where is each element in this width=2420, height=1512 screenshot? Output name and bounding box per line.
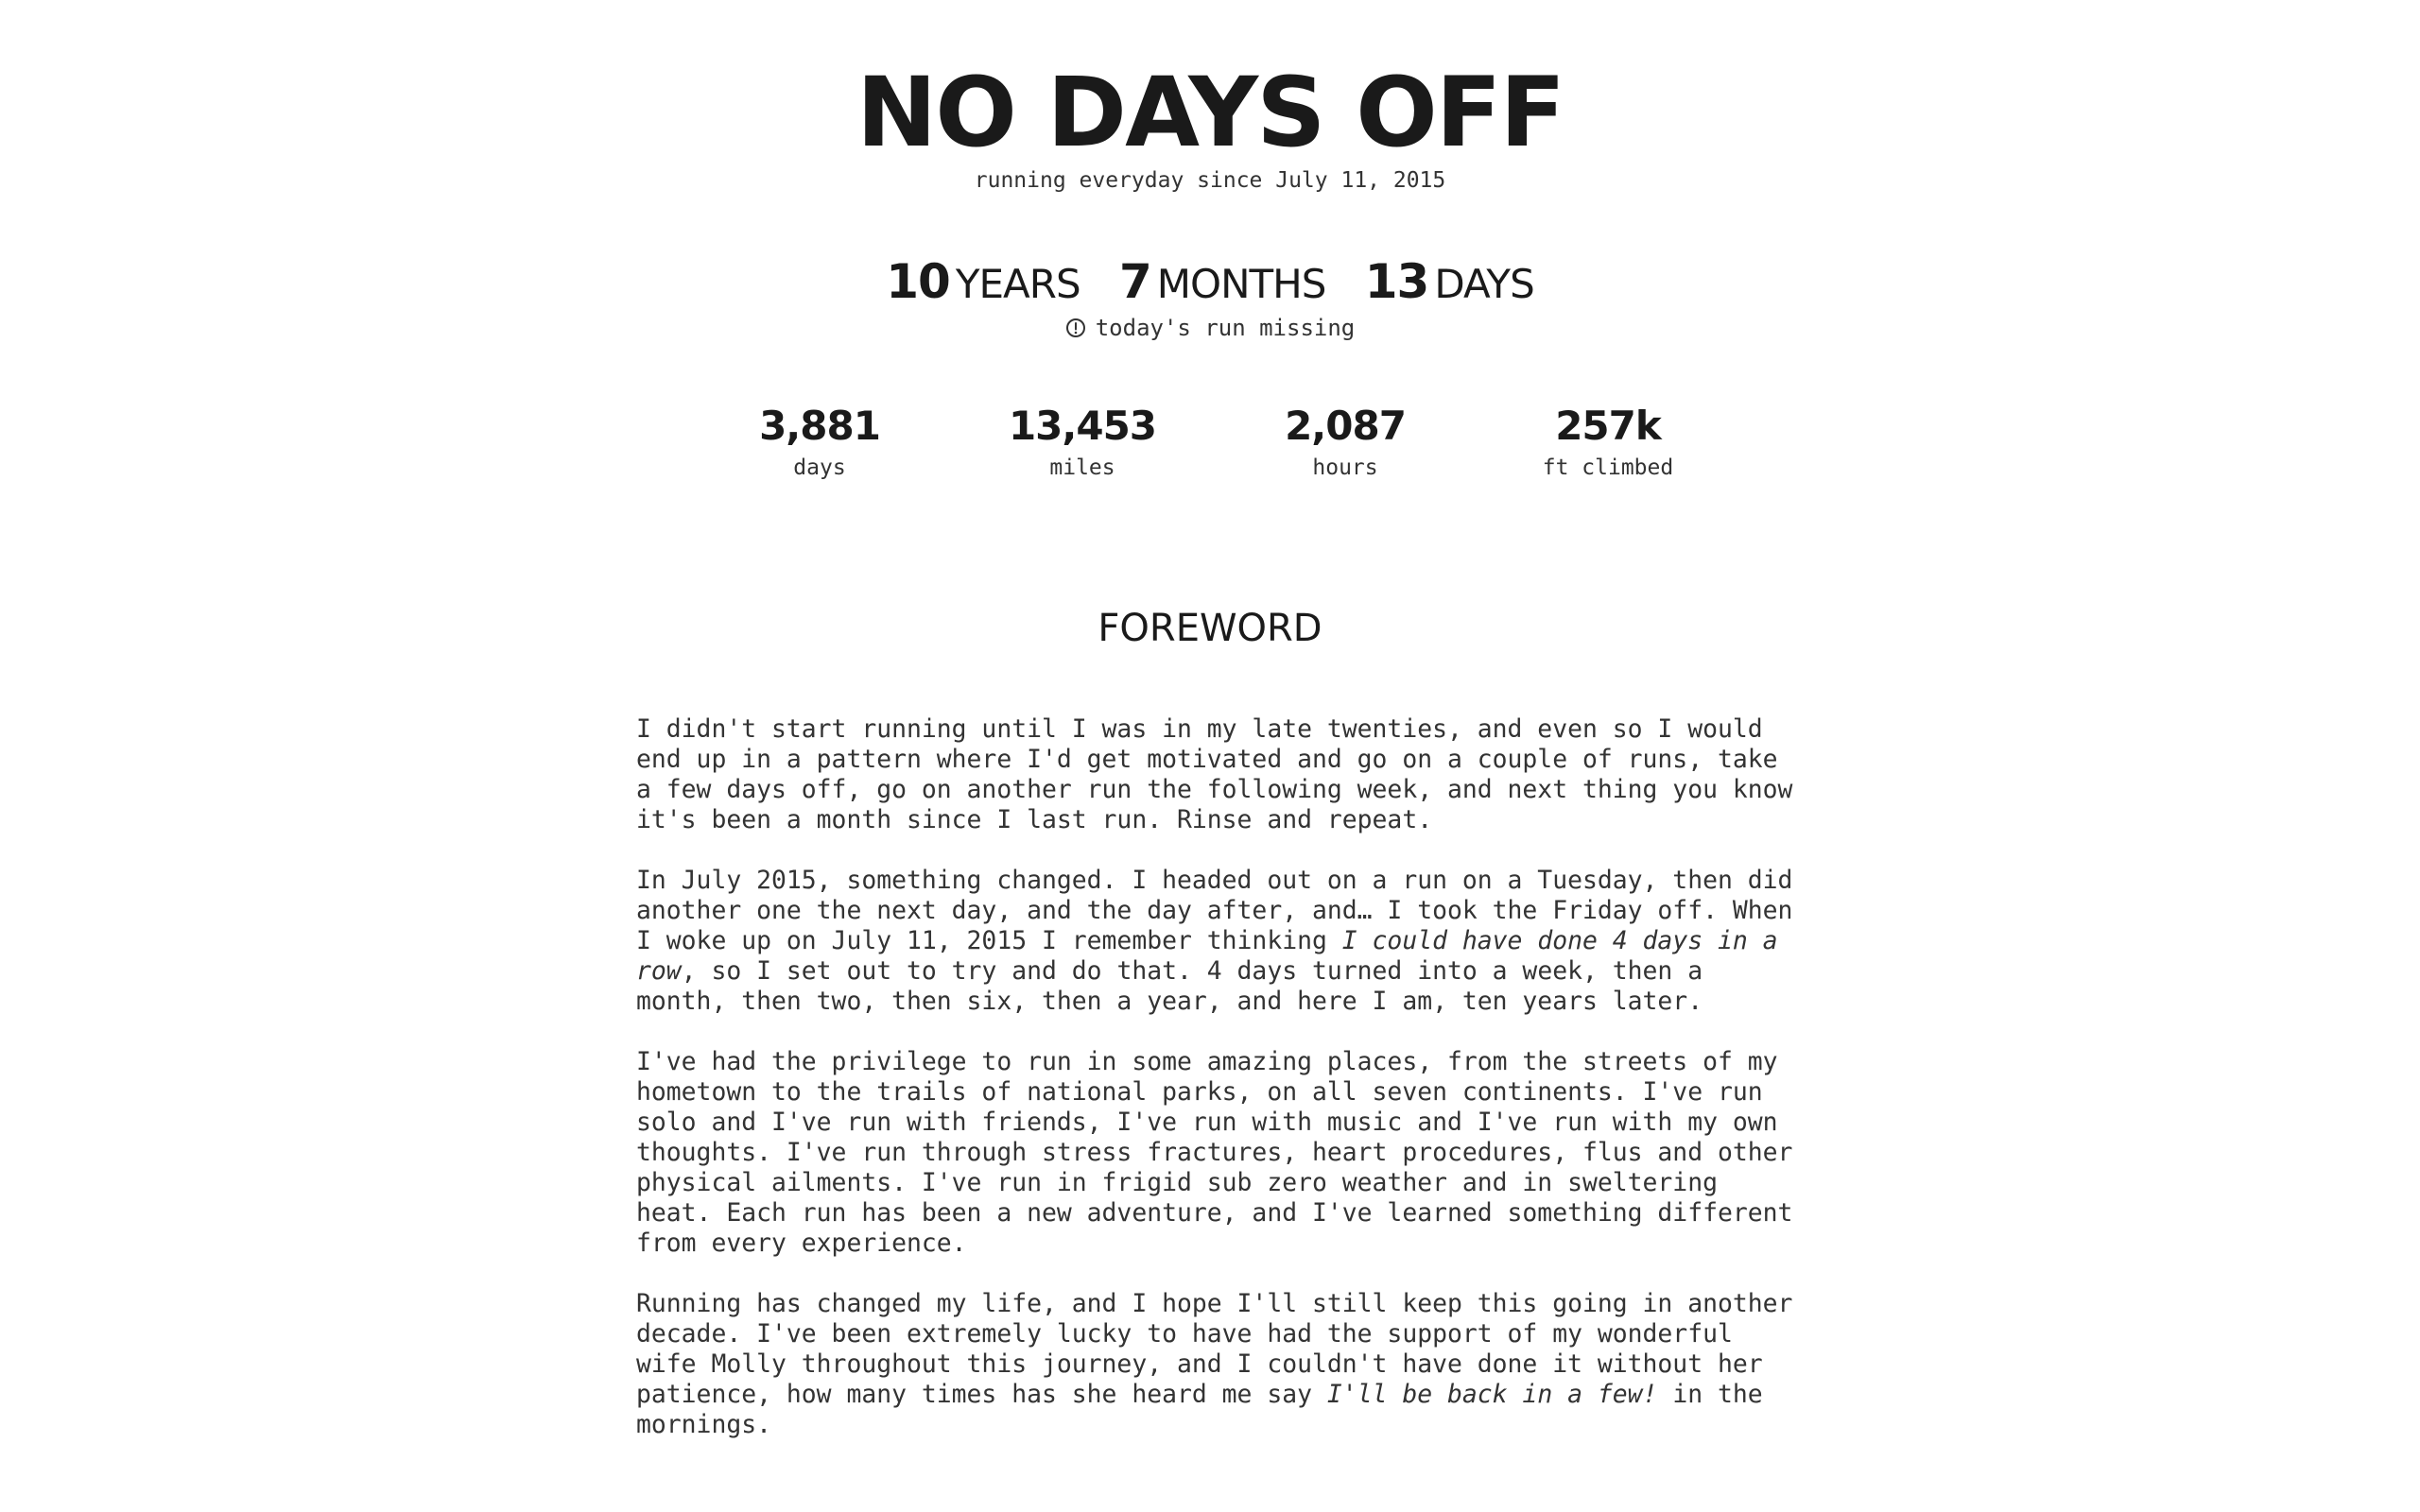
site-subtitle: running everyday since July 11, 2015 [974, 168, 1446, 193]
stat-hours-label: hours [1312, 455, 1378, 480]
stat-hours-value: 2,087 [1285, 403, 1406, 449]
stat-ft-climbed-value: 257k [1555, 403, 1661, 449]
stat-hours [1232, 401, 1459, 482]
foreword-heading: FOREWORD [1098, 607, 1322, 650]
site-title: NO DAYS OFF [856, 57, 1564, 169]
foreword-paragraph-4 [636, 1289, 1799, 1440]
stat-miles [969, 401, 1196, 482]
streak-days-unit: DAYS [1434, 261, 1534, 307]
stat-ft-climbed [1495, 401, 1721, 482]
foreword-paragraph-4-text-end: in the mornings. [636, 1380, 1763, 1439]
foreword-paragraph-2-emphasis: I could have done 4 days in a row [636, 926, 1778, 986]
run-status-text: today's run missing [1095, 315, 1356, 341]
streak-years [886, 253, 1080, 313]
stat-days-value: 3,881 [759, 403, 880, 449]
stat-miles-value: 13,453 [1008, 403, 1157, 449]
stat-days-label: days [793, 455, 846, 480]
streak-months-value: 7 [1118, 254, 1151, 309]
stat-ft-climbed-label: ft climbed [1542, 455, 1674, 480]
stat-miles-label: miles [1049, 455, 1115, 480]
streak-months-unit: MONTHS [1156, 261, 1326, 307]
streak-years-value: 10 [886, 254, 950, 309]
foreword-paragraph-1: I didn't start running until I was in my late twenties, and even so I would end up in a pattern where I'd get motivated and go on a couple of runs, take a few days off, go on another run the following week, and next thing you know it's been a month since I last run. Rinse and repeat. [636, 714, 1793, 834]
foreword-paragraph-4-text: Running has changed my life, and I hope I'll still keep this going in another decade. I've been extremely lucky to have had the support of my wonderful wife Molly throughout this journey, and I couldn't have done it without her patience, how many times has she heard me say [636, 1289, 1793, 1409]
streak-years-unit: YEARS [955, 261, 1080, 307]
stats-row [0, 401, 2420, 495]
streak-duration [0, 253, 2420, 313]
foreword-body [636, 714, 1799, 1470]
foreword-paragraph-2 [636, 866, 1799, 1017]
run-status [0, 314, 2420, 342]
foreword-paragraph-3: I've had the privilege to run in some amazing places, from the streets of my hometown to the trails of national parks, on all seven continents. I've run solo and I've run with friends, I've run with music and I've run with my own thoughts. I've run through stress fractures, heart procedures, flus and other physical ailments. I've run in frigid sub zero weather and in sweltering heat. Each run has been a new adventure, and I've learned something different from every experience. [636, 1047, 1793, 1258]
stat-days [706, 401, 933, 482]
foreword-paragraph-2-text-end: , so I set out to try and do that. 4 days turned into a week, then a month, then two, then six, then a year, and here I am, ten years later. [636, 956, 1703, 1016]
alert-circle-icon [1065, 317, 1086, 337]
foreword-paragraph-2-text: In July 2015, something changed. I headed out on a run on a Tuesday, then did another one the next day, and the day after, and… I took the Friday off. When I woke up on July 11, 2015 I remember thinking [636, 866, 1793, 955]
streak-days [1365, 253, 1534, 313]
foreword-paragraph-4-emphasis: I'll be back in a few! [1326, 1380, 1658, 1409]
streak-months [1119, 253, 1325, 313]
streak-days-value: 13 [1364, 254, 1429, 309]
